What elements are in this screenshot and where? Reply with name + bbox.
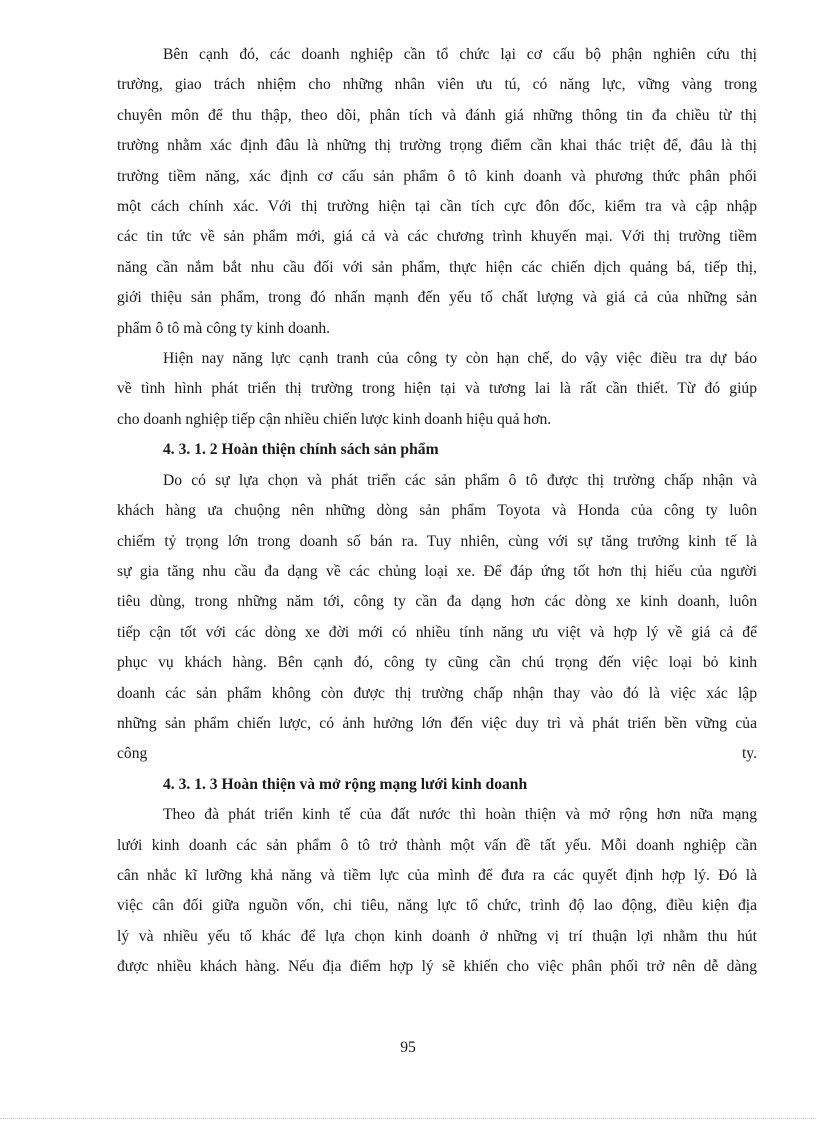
paragraph-line: trường nhằm xác định đâu là những thị trường trọng điểm cần khai thác triệt để, đâu là thị xyxy=(117,137,757,155)
paragraph-line: khách hàng ưa chuộng nên những dòng sản phẩm Toyota và Honda của công ty luôn xyxy=(117,502,757,520)
paragraph-line: doanh các sản phẩm không còn được thị trường chấp nhận thay vào đó là việc xác lập xyxy=(117,684,757,702)
paragraph-line: cho doanh nghiệp tiếp cận nhiều chiến lược kinh doanh hiệu quả hơn. xyxy=(117,410,552,428)
paragraph-line: trường tiềm năng, xác định cơ cấu sản phẩm ô tô kinh doanh và phương thức phân phối xyxy=(117,167,757,185)
paragraph-competitiveness xyxy=(117,344,757,435)
paragraph-line: giới thiệu sản phẩm, trong đó nhấn mạnh đến yếu tố chất lượng và giá cả của những sản xyxy=(117,289,757,307)
paragraph-line: về tình hình phát triển thị trường trong hiện tại và tương lai là rất cần thiết. Từ đó giúp xyxy=(117,380,757,398)
paragraph-line: được nhiều khách hàng. Nếu địa điểm hợp lý sẽ khiến cho việc phân phối trở nên dễ dàng xyxy=(117,958,757,976)
paragraph-line: chiếm tỷ trọng lớn trong doanh số bán ra. Tuy nhiên, cùng với sự tăng trưởng kinh tế là xyxy=(117,532,757,550)
paragraph-line: lưới kinh doanh các sản phẩm ô tô trở thành một vấn đề tất yếu. Mỗi doanh nghiệp cần xyxy=(117,836,757,854)
paragraph-line: năng cần nắm bắt nhu cầu đối với sản phẩm, thực hiện các chiến dịch quảng bá, tiếp thị, xyxy=(117,258,757,276)
paragraph-distribution-network xyxy=(117,800,757,982)
paragraph-line: sự gia tăng nhu cầu đa dạng về các chủng loại xe. Để đáp ứng tốt hơn thị hiếu của người xyxy=(117,562,757,580)
paragraph-line: trường, giao trách nhiệm cho những nhân viên ưu tú, có năng lực, vững vàng trong xyxy=(117,76,757,94)
paragraph-line: việc cân đối giữa nguồn vốn, chi tiêu, năng lực tổ chức, trình độ lao động, điều kiện địa xyxy=(117,897,757,915)
paragraph-line: một cách chính xác. Với thị trường hiện tại cần tích cực đôn đốc, kiểm tra và cập nhập xyxy=(117,198,757,216)
section-heading-product-policy: 4. 3. 1. 2 Hoàn thiện chính sách sản phẩm xyxy=(163,441,439,459)
paragraph-product-policy xyxy=(117,466,757,770)
paragraph-market-research xyxy=(117,40,757,344)
paragraph-line: các tin tức về sản phẩm mới, giá cả và các chương trình khuyến mại. Với thị trường tiềm xyxy=(117,228,757,246)
paragraph-line: cân nhắc kĩ lưỡng khả năng và tiềm lực của mình để đưa ra các quyết định hợp lý. Đó là xyxy=(117,866,757,884)
page-body xyxy=(117,40,757,983)
paragraph-line: Bên cạnh đó, các doanh nghiệp cần tổ chức lại cơ cấu bộ phận nghiên cứu thị xyxy=(163,46,757,63)
footer-divider xyxy=(0,1118,816,1119)
paragraph-line: phục vụ khách hàng. Bên cạnh đó, công ty cũng cần chú trọng đến việc loại bỏ kinh xyxy=(117,654,757,672)
paragraph-line: tiêu dùng, trong những năm tới, công ty cần đa dạng hơn các dòng xe kinh doanh, luôn xyxy=(117,593,757,611)
page-number: 95 xyxy=(400,1039,416,1056)
paragraph-line: chuyên môn để thu thập, theo dõi, phân tích và đánh giá những thông tin đa chiều từ thị xyxy=(117,106,757,124)
paragraph-line: phẩm ô tô mà công ty kinh doanh. xyxy=(117,319,331,337)
paragraph-line: Theo đà phát triển kinh tế của đất nước thì hoàn thiện và mở rộng hơn nữa mạng xyxy=(163,806,757,824)
paragraph-line: Hiện nay năng lực cạnh tranh của công ty còn hạn chế, do vậy việc điều tra dự báo xyxy=(163,350,757,368)
paragraph-line: tiếp cận tốt với các dòng xe đời mới có nhiều tính năng ưu việt và hợp lý về giá cả để xyxy=(117,623,757,641)
section-heading-distribution-network: 4. 3. 1. 3 Hoàn thiện và mở rộng mạng lưới kinh doanh xyxy=(163,775,528,793)
paragraph-line: Do có sự lựa chọn và phát triển các sản phẩm ô tô được thị trường chấp nhận và xyxy=(163,471,757,489)
paragraph-line: những sản phẩm chiến lược, có ảnh hưởng lớn đến việc duy trì và phát triển bền vững của xyxy=(117,714,757,732)
paragraph-line: công ty. xyxy=(117,745,757,763)
paragraph-line: lý và nhiều yếu tố khác để lựa chọn kinh doanh ở những vị trí thuận lợi nhằm thu hút xyxy=(117,927,757,945)
